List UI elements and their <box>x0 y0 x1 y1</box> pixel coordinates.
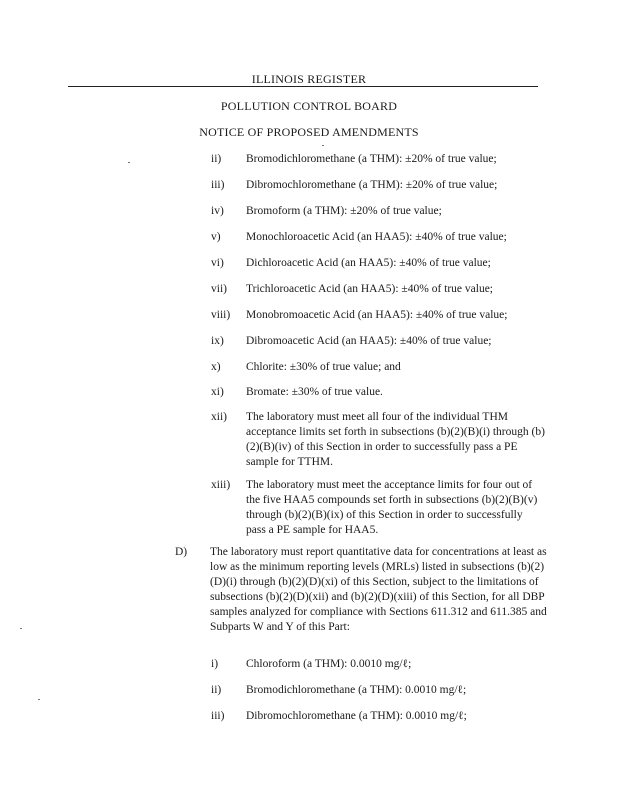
item-text: Bromodichloromethane (a THM): ±20% of true value; <box>246 153 497 165</box>
item-text: Dichloroacetic Acid (an HAA5): ±40% of true value; <box>246 257 491 269</box>
item-text: Monobromoacetic Acid (an HAA5): ±40% of true value; <box>246 309 508 321</box>
item-number: xii) <box>211 411 227 423</box>
section-number: D) <box>175 546 188 558</box>
header-rule <box>68 86 538 87</box>
item-text: Dibromochloromethane (a THM): ±20% of true value; <box>246 179 498 191</box>
scan-speck <box>20 628 22 629</box>
item-number: ii) <box>211 684 222 696</box>
item-number: ix) <box>211 335 224 347</box>
item-number: v) <box>211 231 221 243</box>
item-number: vi) <box>211 257 224 269</box>
item-number: xi) <box>211 386 224 398</box>
item-number: iii) <box>211 179 225 191</box>
scan-speck <box>322 145 324 146</box>
item-text: Bromoform (a THM): ±20% of true value; <box>246 205 442 217</box>
item-number: x) <box>211 361 221 373</box>
item-number: i) <box>211 658 219 670</box>
item-text: Chloroform (a THM): 0.0010 mg/ℓ; <box>246 658 412 670</box>
item-number: iv) <box>211 205 224 217</box>
section-text: The laboratory must report quantitative data for concentrations at least as low as the minimum reporting levels (MRLs) listed in subsections (b)(2)(D)(i) through (b)(2)(D)(xi) of this Section, subject to the limitations of subsections (b)(2)(D)(xii) and (b)(2)(D)(xiii) of this Section, for all DBP samples analyzed for compliance with Sections 611.312 and 611.385 and Subparts W and Y of this Part: <box>210 546 547 633</box>
item-number: iii) <box>211 710 225 722</box>
item-text: Dibromochloromethane (a THM): 0.0010 mg/ℓ; <box>246 710 467 722</box>
item-number: xiii) <box>211 479 231 491</box>
item-number: viii) <box>211 309 231 321</box>
item-text: Bromodichloromethane (a THM): 0.0010 mg/ℓ; <box>246 684 467 696</box>
item-text: Bromate: ±30% of true value. <box>246 386 383 398</box>
item-text: Trichloroacetic Acid (an HAA5): ±40% of true value; <box>246 283 493 295</box>
item-text: Chlorite: ±30% of true value; and <box>246 361 401 373</box>
item-text: The laboratory must meet the acceptance limits for four out of the five HAA5 compounds set forth in subsections (b)(2)(B)(v) through (b)(2)(B)(ix) of this Section in order to successfully pass a PE sample for HAA5. <box>246 479 538 536</box>
notice-title: NOTICE OF PROPOSED AMENDMENTS <box>199 125 419 139</box>
item-text: Monochloroacetic Acid (an HAA5): ±40% of true value; <box>246 231 507 243</box>
register-title: ILLINOIS REGISTER <box>251 72 367 86</box>
item-text: The laboratory must meet all four of the individual THM acceptance limits set forth in subsections (b)(2)(B)(i) through (b)(2)(B)(iv) of this Section in order to successfully pass a PE sample for TTHM. <box>246 411 545 468</box>
item-number: ii) <box>211 153 222 165</box>
scan-speck <box>38 699 40 700</box>
board-title: POLLUTION CONTROL BOARD <box>220 99 398 113</box>
item-text: Dibromoacetic Acid (an HAA5): ±40% of true value; <box>246 335 492 347</box>
scan-speck <box>128 162 130 163</box>
item-number: vii) <box>211 283 227 295</box>
